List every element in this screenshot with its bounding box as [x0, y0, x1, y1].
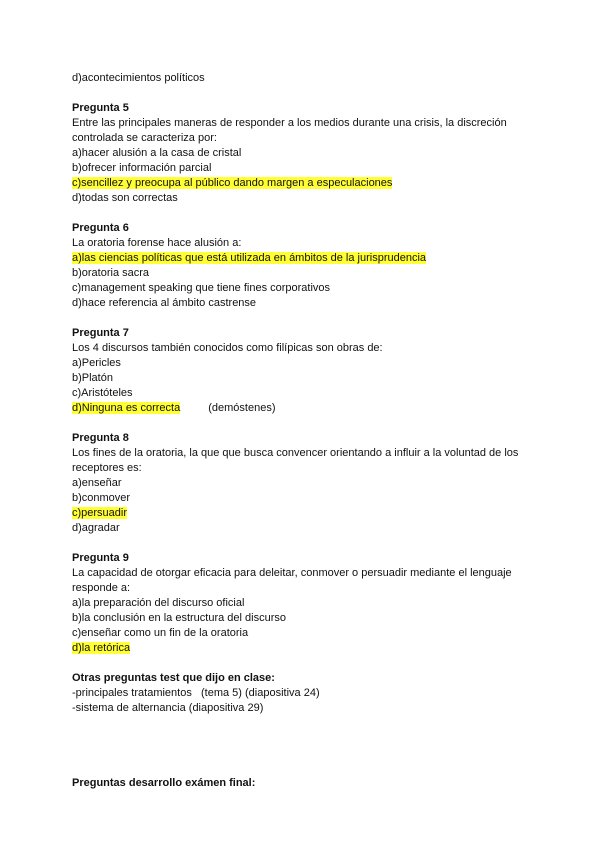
other-question-item: -principales tratamientos (tema 5) (diapositiva 24) — [72, 687, 320, 699]
question-title: Pregunta 5 — [72, 102, 129, 114]
option-d: d)agradar — [72, 522, 120, 534]
highlighted-answer: c)sencillez y preocupa al público dando margen a especulaciones — [72, 177, 393, 189]
option-a-correct — [72, 251, 532, 266]
option-d: d)todas son correctas — [72, 192, 178, 204]
highlighted-answer: d)Ninguna es correcta — [72, 402, 181, 414]
highlighted-answer: a)las ciencias políticas que está utilizada en ámbitos de la jurisprudencia — [72, 252, 427, 264]
option-c-correct — [72, 176, 532, 191]
question-text: Los 4 discursos también conocidos como filípicas son obras de: — [72, 342, 383, 354]
answer-note: (demóstenes) — [208, 402, 276, 414]
option-c: c)Aristóteles — [72, 387, 133, 399]
question-8 — [72, 431, 532, 536]
option-c: c)enseñar como un fin de la oratoria — [72, 627, 249, 639]
option-b: b)la conclusión en la estructura del discurso — [72, 612, 287, 624]
other-questions-section — [72, 671, 532, 716]
question-6 — [72, 221, 532, 311]
final-exam-heading: Preguntas desarrollo exámen final: — [72, 777, 256, 789]
option-a: a)hacer alusión a la casa de cristal — [72, 147, 242, 159]
highlighted-answer: d)la retórica — [72, 642, 131, 654]
document-content — [72, 71, 532, 791]
lead-option-line: d)acontecimientos políticos — [72, 72, 205, 84]
option-b: b)ofrecer información parcial — [72, 162, 212, 174]
question-7 — [72, 326, 532, 416]
option-a: a)la preparación del discurso oficial — [72, 597, 245, 609]
section-title: Otras preguntas test que dijo en clase: — [72, 672, 275, 684]
option-b: b)oratoria sacra — [72, 267, 150, 279]
question-title: Pregunta 8 — [72, 432, 129, 444]
option-b: b)Platón — [72, 372, 113, 384]
question-9 — [72, 551, 532, 656]
question-text: La capacidad de otorgar eficacia para deleitar, conmover o persuadir mediante el lenguaje responde a: — [72, 567, 512, 594]
option-b: b)conmover — [72, 492, 131, 504]
option-a: a)enseñar — [72, 477, 122, 489]
option-d-correct — [72, 401, 532, 416]
question-text: Los fines de la oratoria, la que que busca convencer orientando a influir a la voluntad de los receptores es: — [72, 447, 519, 474]
option-d-correct — [72, 641, 532, 656]
highlighted-answer: c)persuadir — [72, 507, 128, 519]
question-text: Entre las principales maneras de responder a los medios durante una crisis, la discreción controlada se caracteriza por: — [72, 117, 507, 144]
question-title: Pregunta 6 — [72, 222, 129, 234]
question-5 — [72, 101, 532, 206]
other-question-item: -sistema de alternancia (diapositiva 29) — [72, 702, 264, 714]
question-text: La oratoria forense hace alusión a: — [72, 237, 242, 249]
question-title: Pregunta 9 — [72, 552, 129, 564]
option-c: c)management speaking que tiene fines corporativos — [72, 282, 331, 294]
question-title: Pregunta 7 — [72, 327, 129, 339]
option-c-correct — [72, 506, 532, 521]
option-a: a)Pericles — [72, 357, 121, 369]
option-d: d)hace referencia al ámbito castrense — [72, 297, 257, 309]
